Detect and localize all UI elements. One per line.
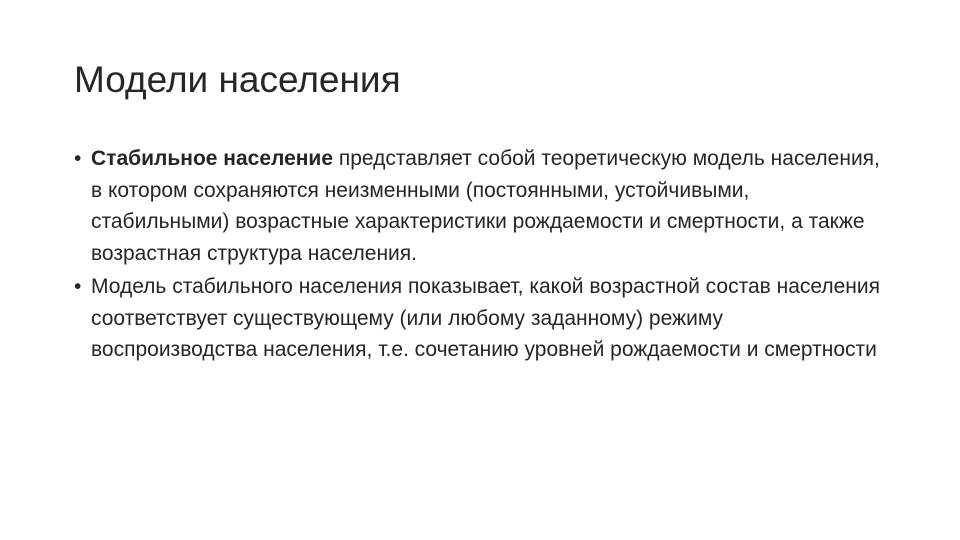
bullet-item-stable-population bbox=[74, 143, 884, 269]
bullet-marker: • bbox=[74, 147, 82, 170]
bullet-text: Модель стабильного населения показывает, какой возрастной состав населения соответствует существующему (или любому заданному) режиму воспроизводства населения, т.е. сочетанию уровней рождаемости и смертности bbox=[91, 275, 881, 361]
slide-title: Модели населения bbox=[74, 59, 401, 100]
bullet-list bbox=[74, 143, 884, 368]
bullet-term-bold: Стабильное население bbox=[91, 147, 334, 170]
bullet-marker: • bbox=[74, 275, 82, 298]
bullet-text: представляет собой теоретическую модель населения, в котором сохраняются неизменными (постоянными, устойчивыми, стабильными) возрастные характеристики рождаемости и смертности, а также возрастная структура населения. bbox=[91, 147, 880, 265]
bullet-item-stable-model bbox=[74, 271, 884, 366]
